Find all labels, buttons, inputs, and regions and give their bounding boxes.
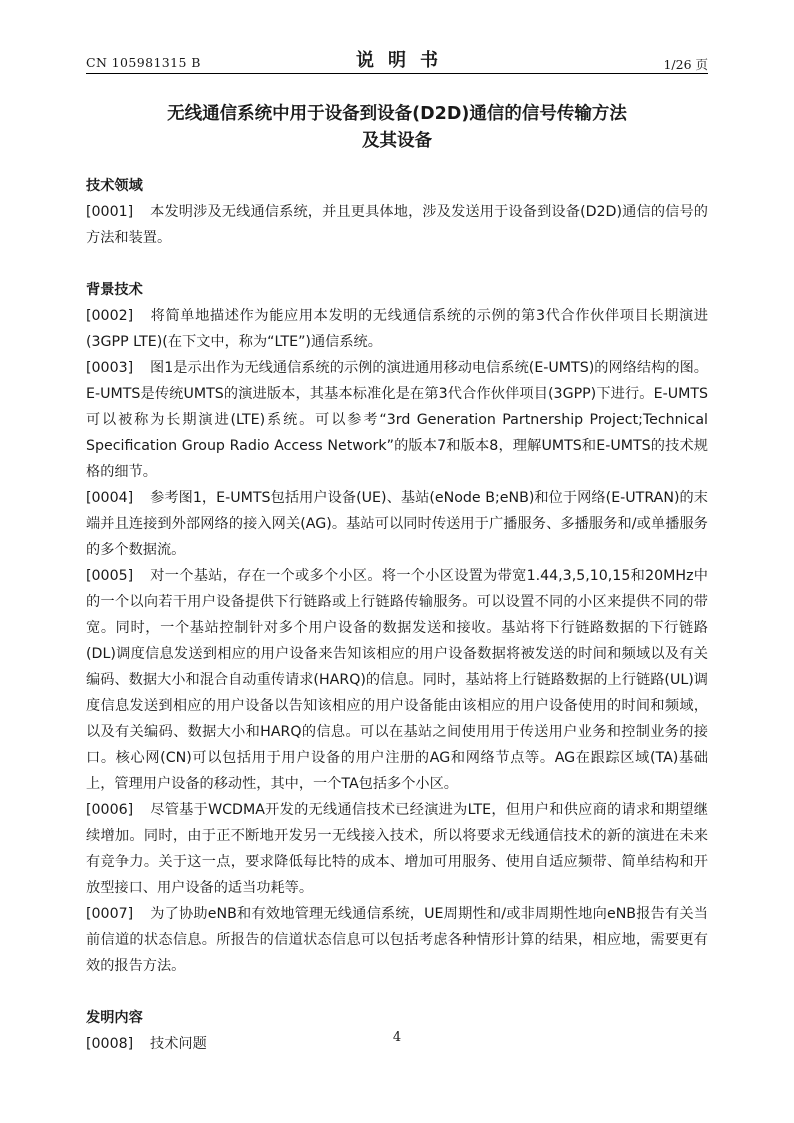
section-heading-tech-field: 技术领域 (86, 178, 143, 194)
paragraph-0006 (86, 797, 708, 901)
section-spacer (86, 251, 708, 277)
paragraph-0003 (86, 355, 708, 485)
paragraph-number: [0005] (86, 568, 134, 584)
invention-title (86, 101, 708, 155)
paragraph-0007 (86, 901, 708, 979)
section-heading-summary: 发明内容 (86, 1010, 143, 1026)
paragraph-number: [0008] (86, 1036, 134, 1052)
paragraph-number: [0006] (86, 802, 134, 818)
page-number: 4 (392, 1030, 402, 1045)
document-body (86, 173, 708, 1057)
document-type-title: 说明书 (356, 50, 452, 71)
section-spacer (86, 979, 708, 1005)
paragraph-0002 (86, 303, 708, 355)
paragraph-text: 为了协助eNB和有效地管理无线通信系统，UE周期性和/或非周期性地向eNB报告有关当前信道的状态信息。所报告的信道状态信息可以包括考虑各种情形计算的结果，相应地，需要更有效的报告方法。 (86, 906, 708, 974)
paragraph-number: [0003] (86, 360, 134, 376)
page-header (86, 44, 708, 74)
paragraph-text: 将简单地描述作为能应用本发明的无线通信系统的示例的第3代合作伙伴项目长期演进(3GPP LTE)(在下文中，称为“LTE”)通信系统。 (86, 308, 708, 350)
paragraph-0004 (86, 485, 708, 563)
header-divider (86, 73, 708, 74)
invention-title-line-2: 及其设备 (362, 131, 432, 151)
paragraph-text: 本发明涉及无线通信系统，并且更具体地，涉及发送用于设备到设备(D2D)通信的信号的方法和装置。 (86, 204, 708, 246)
paragraph-number: [0007] (86, 906, 134, 922)
section-heading-background: 背景技术 (86, 282, 143, 298)
paragraph-number: [0004] (86, 490, 134, 506)
paragraph-text: 技术问题 (150, 1036, 207, 1052)
paragraph-0001 (86, 199, 708, 251)
paragraph-number: [0002] (86, 308, 134, 324)
paragraph-number: [0001] (86, 204, 134, 220)
page-indicator: 1/26 页 (663, 57, 708, 72)
paragraph-text: 参考图1，E-UMTS包括用户设备(UE)、基站(eNode B;eNB)和位于网络(E-UTRAN)的末端并且连接到外部网络的接入网关(AG)。基站可以同时传送用于广播服务、多播服务和/或单播服务的多个数据流。 (86, 490, 708, 558)
patent-number: CN 105981315 B (86, 55, 201, 70)
paragraph-text: 尽管基于WCDMA开发的无线通信技术已经演进为LTE，但用户和供应商的请求和期望继续增加。同时，由于正不断地开发另一无线接入技术，所以将要求无线通信技术的新的演进在未来有竞争力。关于这一点，要求降低每比特的成本、增加可用服务、使用自适应频带、简单结构和开放型接口、用户设备的适当功耗等。 (86, 802, 708, 896)
paragraph-0005 (86, 563, 708, 797)
paragraph-text: 图1是示出作为无线通信系统的示例的演进通用移动电信系统(E-UMTS)的网络结构的图。E-UMTS是传统UMTS的演进版本，其基本标准化是在第3代合作伙伴项目(3GPP)下进行。E-UMTS可以被称为长期演进(LTE)系统。可以参考“3rd Generation Partnership Project;Technical Specification Group Radio Access Network”的版本7和版本8，理解UMTS和E-UMTS的技术规格的细节。 (86, 360, 708, 480)
invention-title-line-1: 无线通信系统中用于设备到设备(D2D)通信的信号传输方法 (167, 104, 627, 124)
paragraph-text: 对一个基站，存在一个或多个小区。将一个小区设置为带宽1.44,3,5,10,15和20MHz中的一个以向若干用户设备提供下行链路或上行链路传输服务。可以设置不同的小区来提供不同的带宽。同时，一个基站控制针对多个用户设备的数据发送和接收。基站将下行链路数据的下行链路(DL)调度信息发送到相应的用户设备来告知该相应的用户设备数据将被发送的时间和频域以及有关编码、数据大小和混合自动重传请求(HARQ)的信息。同时，基站将上行链路数据的上行链路(UL)调度信息发送到相应的用户设备以告知该相应的用户设备能由该相应的用户设备使用的时间和频域，以及有关编码、数据大小和HARQ的信息。可以在基站之间使用用于传送用户业务和控制业务的接口。核心网(CN)可以包括用于用户设备的用户注册的AG和网络节点等。AG在跟踪区域(TA)基础上，管理用户设备的移动性，其中，一个TA包括多个小区。 (86, 568, 708, 792)
